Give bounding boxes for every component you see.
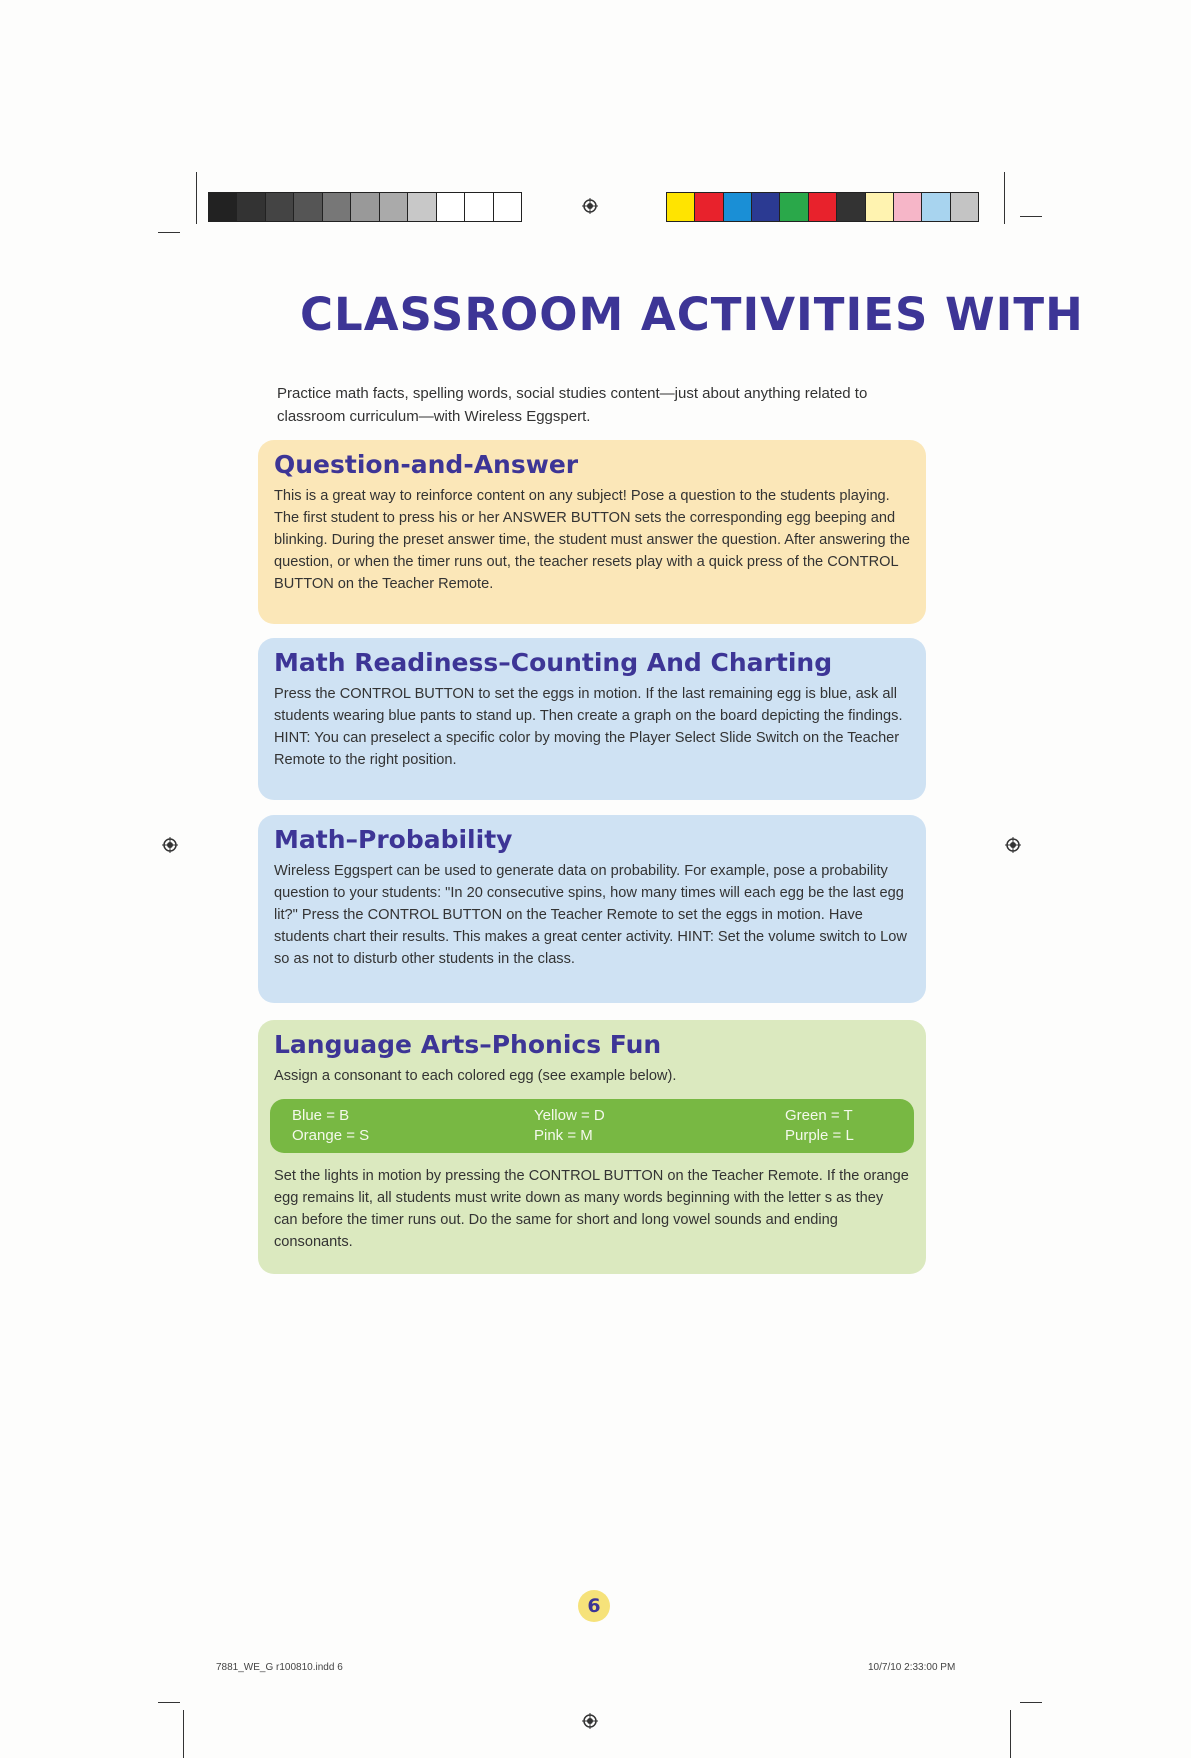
section-phonics-fun [258, 1020, 926, 1274]
color-swatch [752, 193, 780, 221]
consonant-item: Blue = B [292, 1107, 350, 1124]
crop-mark-bottom-left-h [158, 1702, 180, 1703]
color-swatch [837, 193, 865, 221]
section-math-readiness [258, 638, 926, 800]
consonant-column [292, 1106, 369, 1146]
consonant-item: Purple = L [785, 1127, 854, 1144]
color-swatch [667, 193, 695, 221]
section-body: Wireless Eggspert can be used to generate data on probability. For example, pose a probability question to your students: "In 20 consecutive spins, how many times will each egg be the last egg lit?" Press the CONTROL BUTTON on the Teacher Remote to set the eggs in motion. Have students chart their results. This makes a great center activity. HINT: Set the volume switch to Low so as not to disturb other students in the class. [274, 863, 907, 967]
color-calibration-bar [666, 192, 979, 222]
page-number: 6 [578, 1590, 610, 1622]
registration-mark-icon [582, 198, 598, 214]
consonant-item: Yellow = D [534, 1107, 605, 1124]
section-body: This is a great way to reinforce content on any subject! Pose a question to the students playing. The first student to press his or her ANSWER BUTTON sets the corresponding egg beeping and blinking. During the preset answer time, the student must answer the question. After answering the question, or when the timer runs out, the teacher resets play with a quick press of the CONTROL BUTTON on the Teacher Remote. [274, 488, 910, 592]
crop-mark-top-right-v [1004, 172, 1005, 224]
crop-mark-bottom-right-h [1020, 1702, 1042, 1703]
gray-swatch [266, 193, 294, 221]
registration-mark-icon [1005, 837, 1021, 853]
color-swatch [866, 193, 894, 221]
crop-mark-bottom-left-v [183, 1710, 184, 1758]
footer-date-slug: 10/7/10 2:33:00 PM [868, 1662, 956, 1673]
consonant-item: Pink = M [534, 1127, 593, 1144]
grayscale-calibration-bar [208, 192, 522, 222]
color-swatch [695, 193, 723, 221]
color-swatch [809, 193, 837, 221]
section-body-continued: Set the lights in motion by pressing the CONTROL BUTTON on the Teacher Remote. If the orange egg remains lit, all students must write down as many words beginning with the letter s as they can before the timer runs out. Do the same for short and long vowel sounds and ending consonants. [274, 1168, 909, 1250]
gray-swatch [209, 193, 237, 221]
gray-swatch [323, 193, 351, 221]
registration-mark-icon [582, 1713, 598, 1729]
intro-paragraph: Practice math facts, spelling words, social studies content—just about anything related to classroom curriculum—with Wireless Eggspert. [277, 385, 868, 425]
section-heading: Language Arts–Phonics Fun [274, 1030, 662, 1059]
footer-file-slug: 7881_WE_G r100810.indd 6 [216, 1662, 343, 1673]
color-swatch [780, 193, 808, 221]
gray-swatch [380, 193, 408, 221]
gray-swatch [465, 193, 493, 221]
gray-swatch [237, 193, 265, 221]
consonant-item: Green = T [785, 1107, 853, 1124]
consonant-column [534, 1106, 605, 1146]
section-body: Assign a consonant to each colored egg (see example below). [274, 1068, 677, 1084]
section-heading: Math–Probability [274, 825, 513, 854]
consonant-column [785, 1106, 854, 1146]
color-swatch [894, 193, 922, 221]
crop-mark-top-left-v [196, 172, 197, 224]
section-question-answer [258, 440, 926, 624]
section-heading: Math Readiness–Counting And Charting [274, 648, 833, 677]
gray-swatch [408, 193, 436, 221]
consonant-key-box [270, 1099, 914, 1153]
section-heading: Question-and-Answer [274, 450, 579, 479]
registration-mark-icon [162, 837, 178, 853]
color-swatch [922, 193, 950, 221]
gray-swatch [294, 193, 322, 221]
crop-mark-top-left-h [158, 232, 180, 233]
crop-mark-bottom-right-v [1010, 1710, 1011, 1758]
color-swatch [951, 193, 978, 221]
gray-swatch [494, 193, 521, 221]
section-body: Press the CONTROL BUTTON to set the eggs in motion. If the last remaining egg is blue, ask all students wearing blue pants to stand up. Then create a graph on the board depicting the findings. HINT: You can preselect a specific color by moving the Player Select Slide Switch on the Teacher Remote to the right position. [274, 686, 903, 768]
gray-swatch [437, 193, 465, 221]
consonant-item: Orange = S [292, 1127, 370, 1144]
section-math-probability [258, 815, 926, 1003]
color-swatch [724, 193, 752, 221]
gray-swatch [351, 193, 379, 221]
page-title: CLASSROOM ACTIVITIES WITH [300, 288, 1084, 341]
crop-mark-top-right-h [1020, 216, 1042, 217]
